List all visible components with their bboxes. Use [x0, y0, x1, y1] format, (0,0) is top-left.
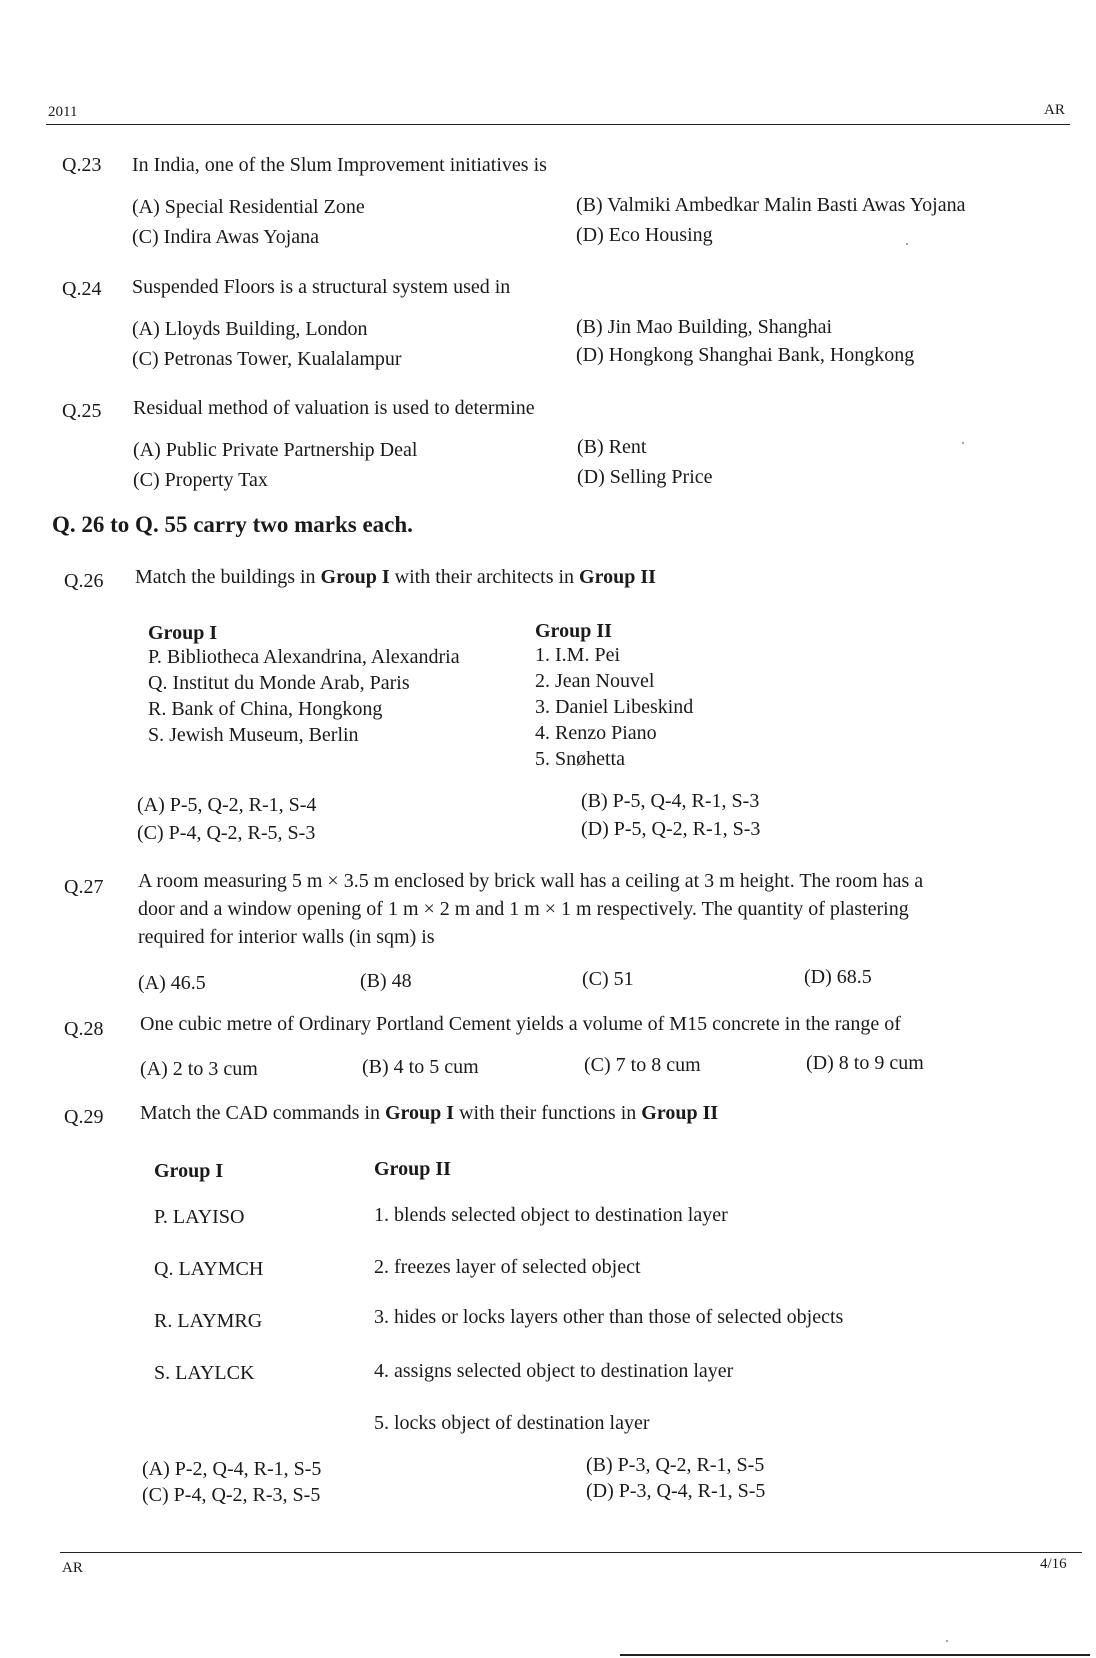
option-d: (D) P-3, Q-4, R-1, S-5 [586, 1480, 766, 1502]
footer-code: AR [62, 1560, 83, 1576]
question-text: Match the buildings in Group I with their architects in Group II [135, 566, 656, 588]
group-i-item: Q. Institut du Monde Arab, Paris [148, 672, 410, 694]
group-i-item: S. LAYLCK [154, 1362, 255, 1384]
group-ii-heading: Group II [535, 620, 612, 642]
question-text: Residual method of valuation is used to determine [133, 397, 535, 419]
option-b: (B) P-3, Q-2, R-1, S-5 [586, 1454, 765, 1476]
group-ii-item: 4. Renzo Piano [535, 722, 657, 744]
option-b: (B) Jin Mao Building, Shanghai [576, 316, 833, 338]
option-c: (C) P-4, Q-2, R-5, S-3 [137, 822, 316, 844]
option-c: (C) 7 to 8 cum [584, 1054, 701, 1076]
scan-speck [946, 1640, 948, 1642]
option-d: (D) P-5, Q-2, R-1, S-3 [581, 818, 761, 840]
bottom-scan-edge [620, 1654, 1090, 1656]
option-d: (D) 8 to 9 cum [806, 1052, 924, 1074]
option-d: (D) Eco Housing [576, 224, 713, 246]
option-c: (C) Petronas Tower, Kualalampur [132, 348, 402, 370]
option-d: (D) Selling Price [577, 466, 713, 488]
option-d: (D) 68.5 [804, 966, 872, 988]
group-ii-heading: Group II [374, 1158, 451, 1180]
option-d: (D) Hongkong Shanghai Bank, Hongkong [576, 344, 915, 366]
footer-rule [60, 1552, 1082, 1553]
option-b: (B) 48 [360, 970, 412, 992]
group-i-heading: Group I [154, 1160, 224, 1182]
header-code: AR [1044, 102, 1065, 118]
question-text: Suspended Floors is a structural system used in [132, 276, 511, 298]
option-b: (B) Valmiki Ambedkar Malin Basti Awas Yojana [576, 194, 966, 216]
option-c: (C) Indira Awas Yojana [132, 226, 320, 248]
question-text: In India, one of the Slum Improvement initiatives is [132, 154, 547, 176]
question-number: Q.26 [64, 570, 104, 592]
question-number: Q.24 [62, 278, 102, 300]
header-year: 2011 [48, 104, 78, 120]
scan-speck [962, 442, 964, 444]
footer-page-number: 4/16 [1040, 1556, 1067, 1572]
question-number: Q.29 [64, 1106, 104, 1128]
group-i-item: R. Bank of China, Hongkong [148, 698, 383, 720]
group-ii-item: 2. freezes layer of selected object [374, 1256, 641, 1278]
group-ii-item: 3. Daniel Libeskind [535, 696, 694, 718]
question-text-line: door and a window opening of 1 m × 2 m and 1 m × 1 m respectively. The quantity of plastering [138, 898, 909, 920]
question-text-line: A room measuring 5 m × 3.5 m enclosed by brick wall has a ceiling at 3 m height. The room has a [138, 870, 924, 892]
group-ii-item: 5. locks object of destination layer [374, 1412, 650, 1434]
group-ii-item: 2. Jean Nouvel [535, 670, 655, 692]
option-b: (B) 4 to 5 cum [362, 1056, 479, 1078]
group-i-item: S. Jewish Museum, Berlin [148, 724, 359, 746]
option-c: (C) P-4, Q-2, R-3, S-5 [142, 1484, 321, 1506]
question-text-line: required for interior walls (in sqm) is [138, 926, 435, 948]
option-a: (A) P-2, Q-4, R-1, S-5 [142, 1458, 322, 1480]
group-i-item: P. Bibliotheca Alexandrina, Alexandria [148, 646, 460, 668]
group-ii-item: 5. Snøhetta [535, 748, 625, 770]
option-b: (B) Rent [577, 436, 647, 458]
question-number: Q.25 [62, 400, 102, 422]
question-number: Q.27 [64, 876, 104, 898]
group-ii-item: 1. blends selected object to destination layer [374, 1204, 728, 1226]
group-ii-item: 3. hides or locks layers other than those of selected objects [374, 1306, 844, 1328]
question-text: One cubic metre of Ordinary Portland Cement yields a volume of M15 concrete in the range of [140, 1013, 901, 1035]
option-b: (B) P-5, Q-4, R-1, S-3 [581, 790, 760, 812]
option-a: (A) Public Private Partnership Deal [133, 439, 418, 461]
group-i-heading: Group I [148, 622, 218, 644]
group-ii-item: 4. assigns selected object to destination layer [374, 1360, 734, 1382]
option-a: (A) Lloyds Building, London [132, 318, 368, 340]
header-rule [46, 124, 1070, 125]
group-i-item: P. LAYISO [154, 1206, 245, 1228]
option-a: (A) 46.5 [138, 972, 206, 994]
option-a: (A) Special Residential Zone [132, 196, 365, 218]
option-c: (C) Property Tax [133, 469, 268, 491]
question-text: Match the CAD commands in Group I with their functions in Group II [140, 1102, 719, 1124]
question-number: Q.23 [62, 154, 102, 176]
question-number: Q.28 [64, 1018, 104, 1040]
group-i-item: R. LAYMRG [154, 1310, 263, 1332]
option-a: (A) P-5, Q-2, R-1, S-4 [137, 794, 317, 816]
group-i-item: Q. LAYMCH [154, 1258, 264, 1280]
option-c: (C) 51 [582, 968, 634, 990]
group-ii-item: 1. I.M. Pei [535, 644, 620, 666]
section-heading: Q. 26 to Q. 55 carry two marks each. [52, 512, 413, 537]
option-a: (A) 2 to 3 cum [140, 1058, 258, 1080]
scan-speck [906, 243, 908, 245]
